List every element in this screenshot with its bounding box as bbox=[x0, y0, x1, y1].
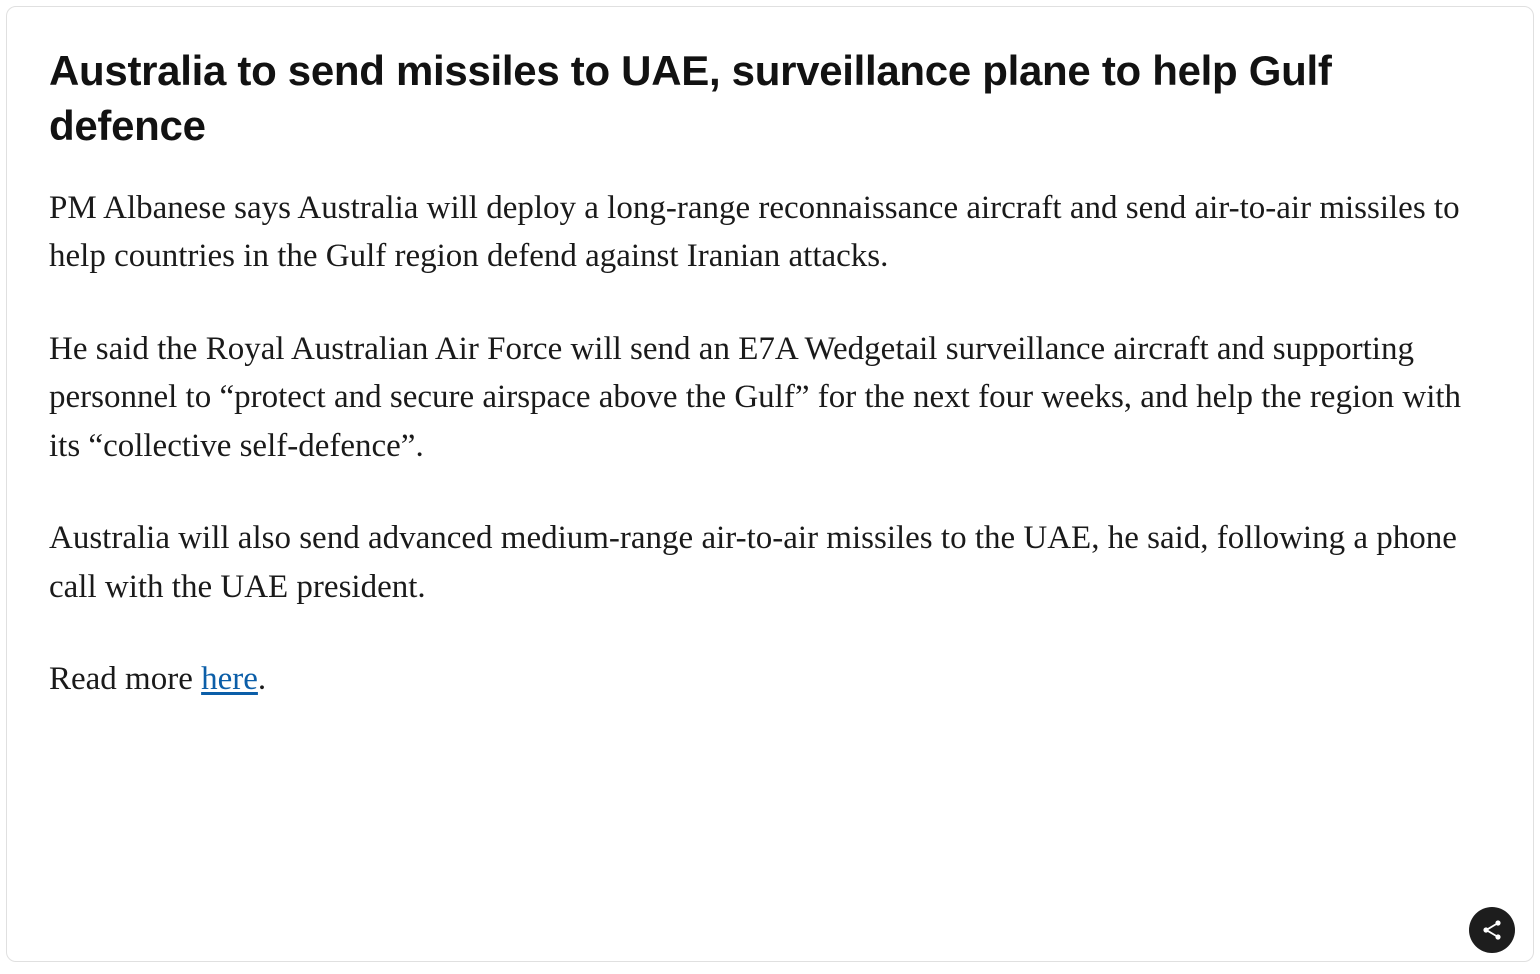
article-paragraph: He said the Royal Australian Air Force will send an E7A Wedgetail surveillance aircraft and supporting personnel to “protect and secure airspace above the Gulf” for the next four weeks, and help the region with its “collective self-defence”. bbox=[49, 330, 1462, 464]
read-more-line bbox=[49, 655, 1491, 704]
read-more-suffix: . bbox=[257, 661, 267, 698]
read-more-prefix: Read more bbox=[49, 661, 202, 698]
article-card bbox=[6, 6, 1534, 962]
share-icon bbox=[1480, 918, 1504, 942]
article-content bbox=[7, 7, 1533, 704]
article-paragraph: PM Albanese says Australia will deploy a long-range reconnaissance aircraft and send air-to-air missiles to help countries in the Gulf region defend against Iranian attacks. bbox=[49, 189, 1460, 275]
page-title: Australia to send missiles to UAE, surveillance plane to help Gulf defence bbox=[49, 47, 1332, 150]
article-body bbox=[49, 184, 1491, 704]
share-button[interactable] bbox=[1469, 907, 1515, 953]
article-paragraph: Australia will also send advanced medium-range air-to-air missiles to the UAE, he said, following a phone call with the UAE president. bbox=[49, 520, 1457, 605]
read-more-link[interactable]: here bbox=[201, 661, 258, 698]
